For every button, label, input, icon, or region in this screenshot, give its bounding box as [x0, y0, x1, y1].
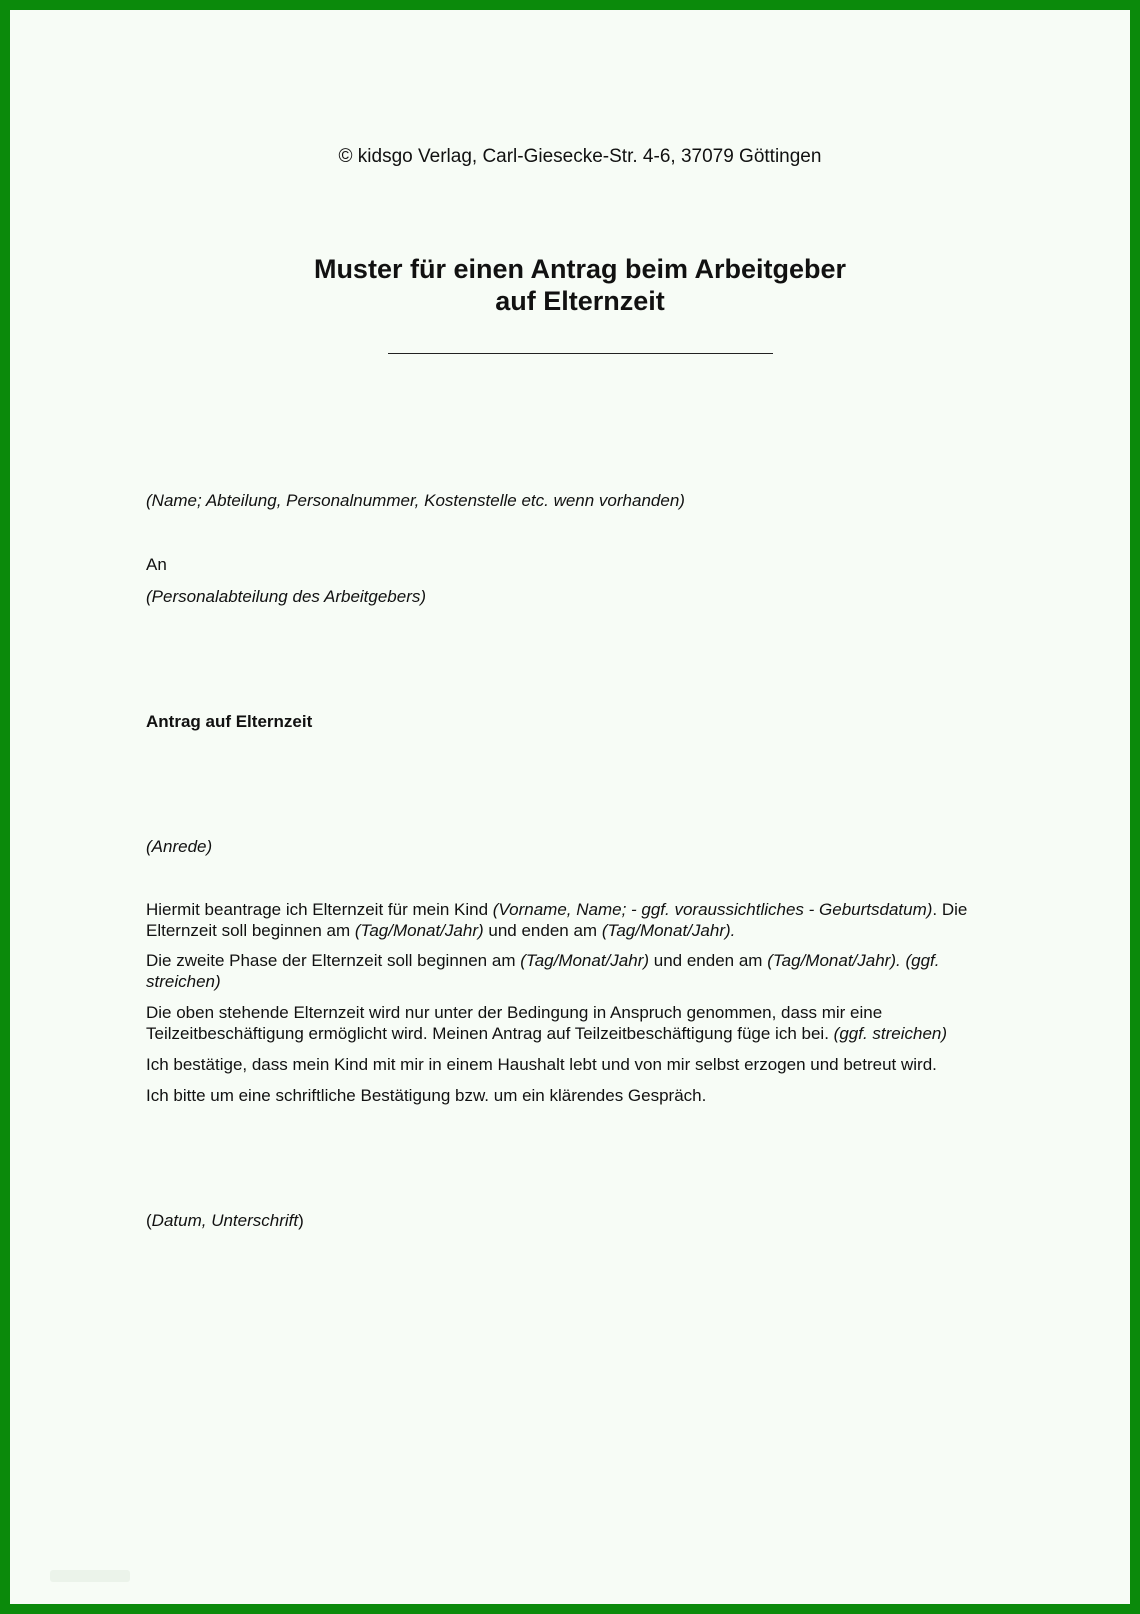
body-paragraph-2 — [146, 950, 1006, 992]
body-paragraph-5: Ich bitte um eine schriftliche Bestätigung bzw. um ein klärendes Gespräch. — [146, 1086, 707, 1105]
body-text: Die oben stehende Elternzeit wird nur unter der Bedingung in Anspruch genommen, dass mir eine Teilzeitbeschäftigung ermöglicht wird. Meinen Antrag auf Teilzeitbeschäftigung füge ich bei. — [146, 1003, 883, 1043]
signature-paren-open: ( — [146, 1211, 152, 1230]
recipient-placeholder: (Personalabteilung des Arbeitgebers) — [146, 587, 427, 606]
publisher-line: © kidsgo Verlag, Carl-Giesecke-Str. 4-6, 37079 Göttingen — [338, 146, 822, 167]
salutation-placeholder: (Anrede) — [146, 837, 213, 856]
optional-note: (ggf. streichen) — [833, 1024, 948, 1043]
document-title — [10, 253, 1140, 317]
recipient-label: An — [146, 555, 167, 574]
date-placeholder: (Tag/Monat/Jahr) — [354, 921, 484, 940]
body-paragraph-4: Ich bestätige, dass mein Kind mit mir in einem Haushalt lebt und von mir selbst erzogen und betreut wird. — [146, 1055, 937, 1074]
title-underline-divider — [388, 353, 773, 354]
body-text: Hiermit beantrage ich Elternzeit für mein Kind — [146, 900, 493, 919]
body-text: und enden am — [649, 951, 768, 970]
body-text: Die zweite Phase der Elternzeit soll beginnen am — [146, 951, 521, 970]
date-placeholder: (Tag/Monat/Jahr). — [601, 921, 736, 940]
date-placeholder: (Tag/Monat/Jahr) — [520, 951, 650, 970]
faint-watermark — [50, 1570, 130, 1582]
date-placeholder: (Tag/Monat/Jahr). (ggf. streichen) — [146, 951, 940, 991]
body-text: und enden am — [483, 921, 602, 940]
signature-text: Datum, Unterschrift — [151, 1211, 299, 1230]
child-placeholder: (Vorname, Name; - ggf. voraussichtliches - Geburtsdatum) — [492, 900, 933, 919]
body-text: . Die Elternzeit soll beginnen am — [146, 900, 968, 940]
subject-line: Antrag auf Elternzeit — [146, 712, 313, 731]
title-line-2: auf Elternzeit — [495, 286, 665, 316]
sender-placeholder: (Name; Abteilung, Personalnummer, Kostenstelle etc. wenn vorhanden) — [146, 491, 685, 510]
signature-placeholder — [146, 1210, 1006, 1231]
signature-paren-close: ) — [298, 1211, 304, 1230]
title-line-1: Muster für einen Antrag beim Arbeitgeber — [313, 254, 847, 284]
body-paragraph-1 — [146, 899, 1006, 941]
body-paragraph-3 — [146, 1002, 1006, 1044]
